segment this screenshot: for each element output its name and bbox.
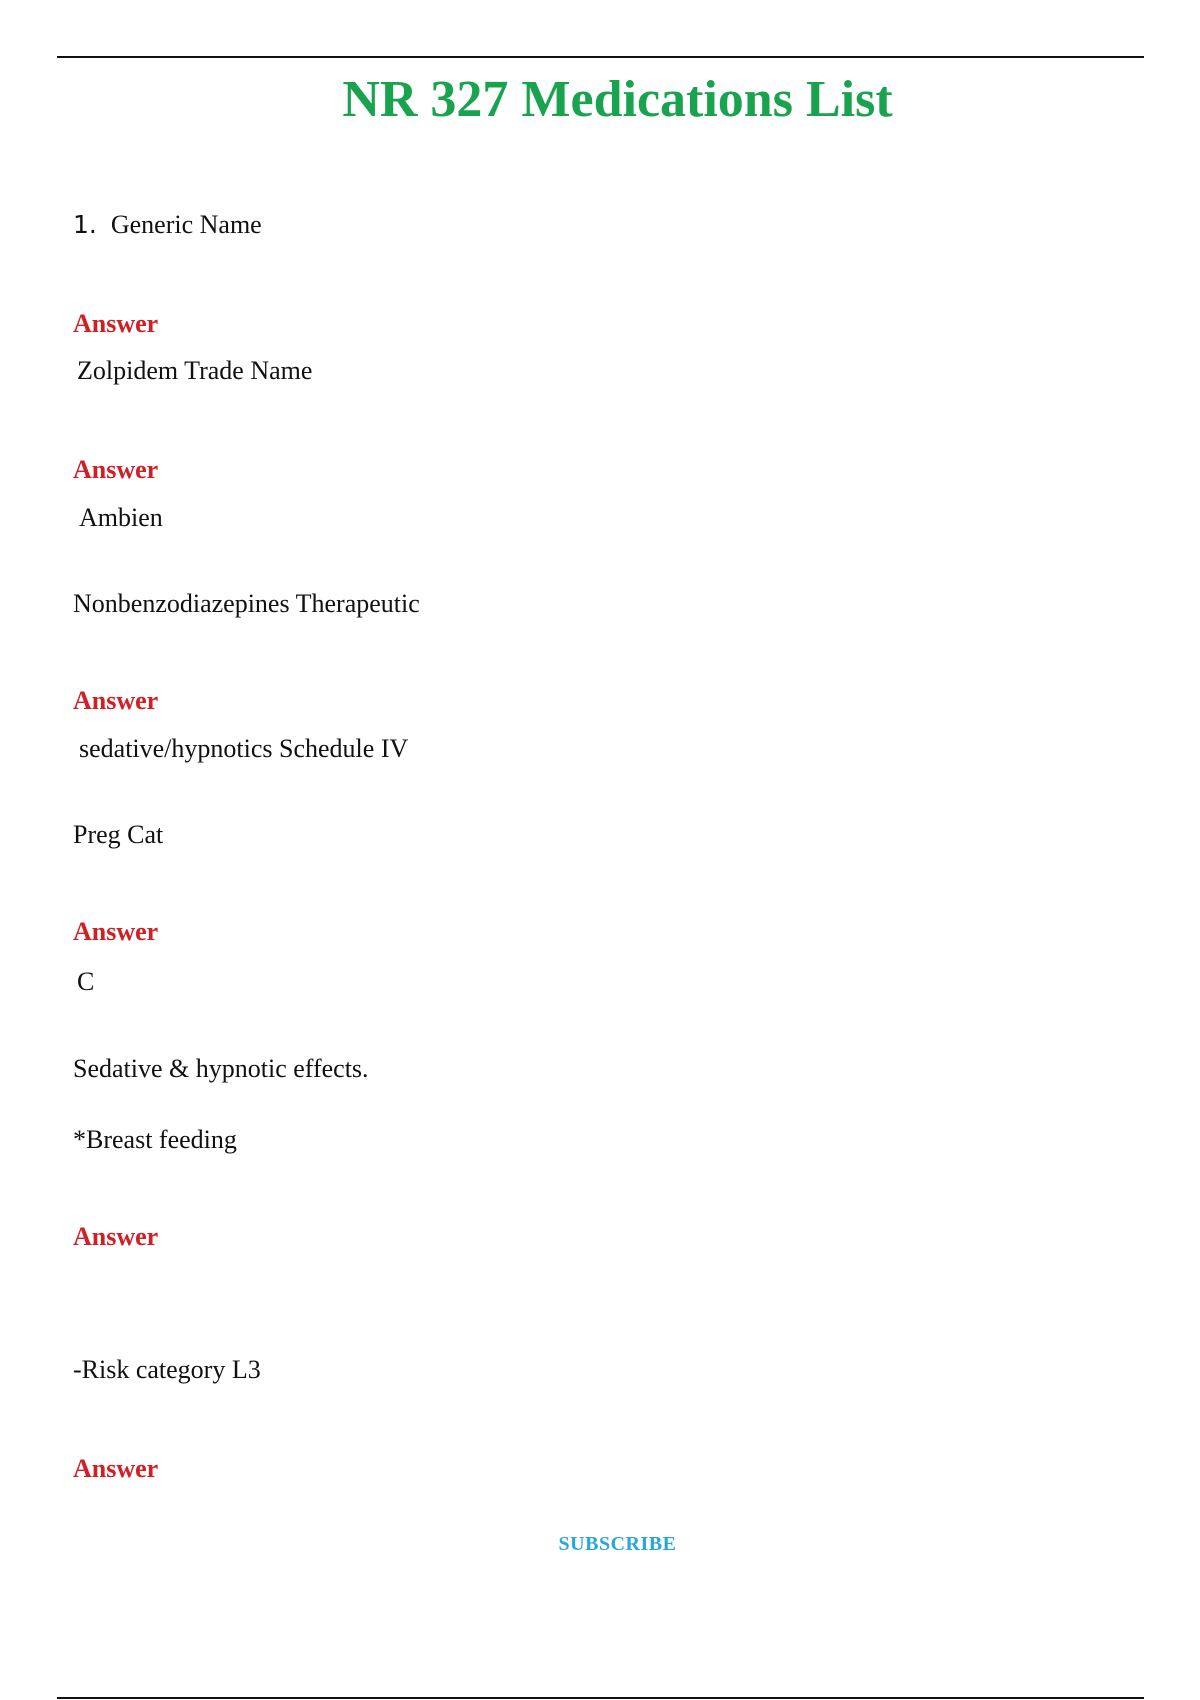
answer-label-1: Answer bbox=[73, 309, 159, 338]
answer-label-3: Answer bbox=[73, 686, 159, 715]
answer-label-2: Answer bbox=[73, 455, 159, 484]
text-preg-cat: Preg Cat bbox=[73, 820, 164, 849]
text-breast-feeding: *Breast feeding bbox=[73, 1125, 237, 1154]
answer-label-6: Answer bbox=[73, 1454, 159, 1483]
answer-text-1: Zolpidem Trade Name bbox=[77, 356, 313, 385]
bottom-rule bbox=[57, 1697, 1144, 1699]
answer-text-3: sedative/hypnotics Schedule IV bbox=[79, 734, 409, 763]
answer-label-4: Answer bbox=[73, 917, 159, 946]
subscribe-link[interactable]: SUBSCRIBE bbox=[558, 1533, 677, 1555]
text-sedative-effects: Sedative & hypnotic effects. bbox=[73, 1054, 369, 1083]
answer-text-2: Ambien bbox=[79, 503, 163, 532]
text-risk-category: -Risk category L3 bbox=[73, 1355, 261, 1384]
text-nonbenzodiazepines: Nonbenzodiazepines Therapeutic bbox=[73, 589, 420, 618]
answer-label-5: Answer bbox=[73, 1222, 159, 1251]
question-label: Generic Name bbox=[110, 210, 262, 239]
document-title: NR 327 Medications List bbox=[342, 71, 893, 128]
answer-text-4: C bbox=[77, 967, 95, 996]
question-1 bbox=[73, 210, 262, 240]
question-number: 1. bbox=[73, 210, 97, 239]
top-rule bbox=[57, 56, 1144, 58]
